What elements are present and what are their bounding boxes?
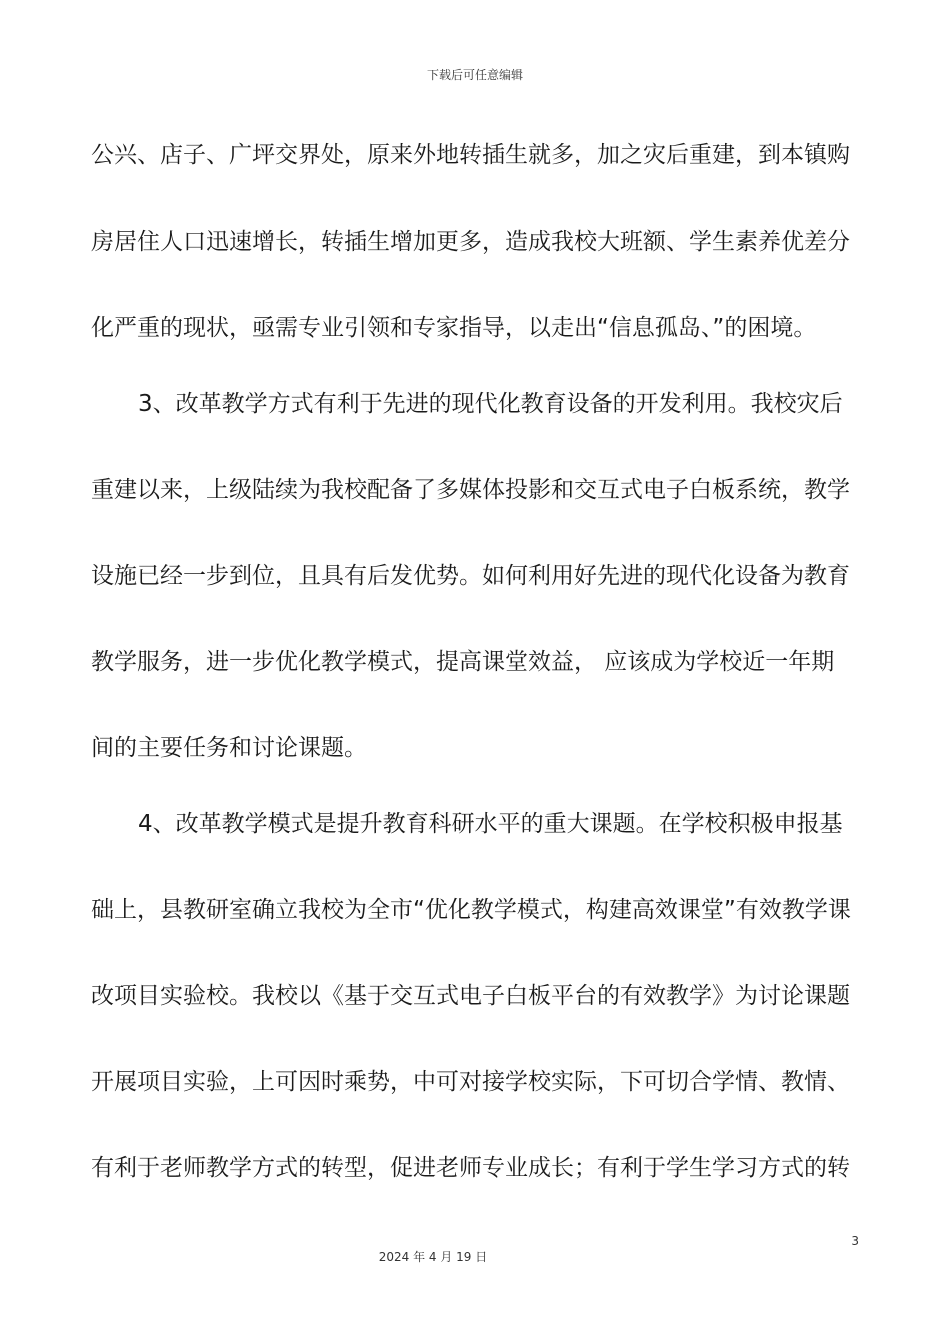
body-line: 设施已经一步到位，且具有后发优势。如何利用好先进的现代化设备为教育: [91, 563, 850, 589]
body-line: 开展项目实验，上可因时乘势，中可对接学校实际，下可切合学情、教情、: [91, 1069, 850, 1095]
page-number: 3: [851, 1234, 859, 1248]
page-header: 下载后可任意编辑: [426, 68, 523, 82]
body-line: 有利于老师教学方式的转型，促进老师专业成长；有利于学生学习方式的转: [91, 1155, 850, 1181]
footer-date: 2024 年 4 月 19 日: [378, 1250, 488, 1264]
body-line: 间的主要任务和讨论课题。: [91, 735, 367, 761]
body-line: 改项目实验校。我校以《基于交互式电子白板平台的有效教学》为讨论课题: [91, 983, 850, 1009]
body-line: 房居住人口迅速增长，转插生增加更多，造成我校大班额、学生素养优差分: [91, 229, 850, 255]
body-line: 4、改革教学模式是提升教育科研水平的重大课题。在学校积极申报基: [138, 811, 843, 837]
body-line: 3、改革教学方式有利于先进的现代化教育设备的开发利用。我校灾后: [138, 391, 843, 417]
body-line: 教学服务，进一步优化教学模式，提高课堂效益， 应该成为学校近一年期: [91, 649, 835, 675]
body-line: 重建以来，上级陆续为我校配备了多媒体投影和交互式电子白板系统，教学: [91, 477, 850, 503]
body-line: 化严重的现状，亟需专业引领和专家指导，以走出“信息孤岛、”的困境。: [91, 315, 817, 341]
body-line: 础上，县教研室确立我校为全市“优化教学模式，构建高效课堂”有效教学课: [91, 897, 851, 923]
body-line: 公兴、店子、广坪交界处，原来外地转插生就多，加之灾后重建，到本镇购: [91, 142, 850, 168]
